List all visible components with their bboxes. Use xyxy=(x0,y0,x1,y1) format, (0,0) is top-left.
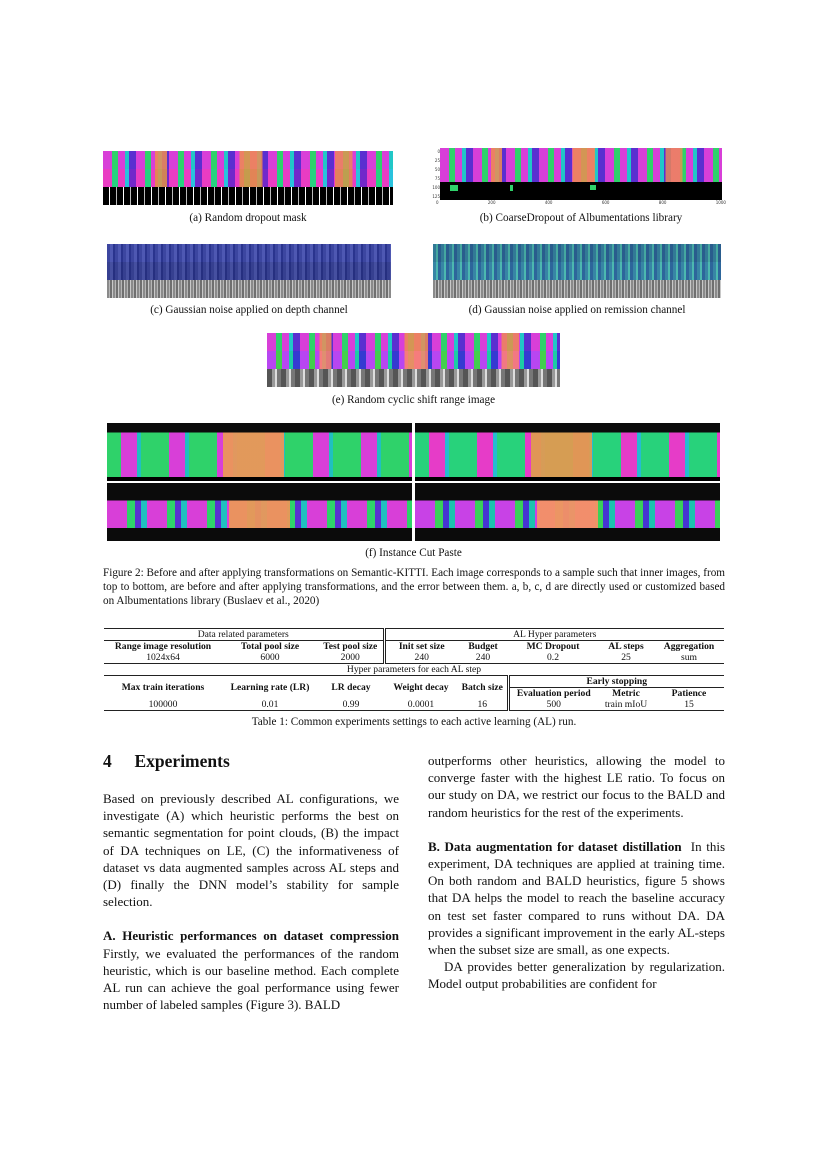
th-budget: Budget xyxy=(468,641,498,652)
th-max-iter: Max train iterations xyxy=(121,682,205,693)
caption-d: (d) Gaussian noise applied on remission channel xyxy=(468,304,686,316)
th-early-stopping: Early stopping xyxy=(508,676,724,688)
figure-image-f xyxy=(107,423,720,541)
figure-image-d xyxy=(433,244,721,298)
th-range-res: Range image resolution xyxy=(114,641,212,652)
td-lr: 0.01 xyxy=(261,699,279,710)
subsection-a-text: Firstly, we evaluated the performances of the random heuristic, which is our baseline method. Each complete AL run can achieve the goal performance using fewer number of labeled samples (Figure 3). BALD xyxy=(103,945,399,1013)
subsection-b-title: B. Data augmentation for dataset distillation xyxy=(428,838,682,854)
th-lr: Learning rate (LR) xyxy=(230,682,310,693)
th-weight-decay: Weight decay xyxy=(393,682,449,693)
td-budget: 240 xyxy=(475,652,491,663)
td-al-steps: 25 xyxy=(621,652,631,663)
th-mc-dropout: MC Dropout xyxy=(526,641,580,652)
td-aggregation: sum xyxy=(681,652,697,663)
td-eval-period: 500 xyxy=(508,699,598,711)
section-title: Experiments xyxy=(134,751,230,771)
td-patience: 15 xyxy=(684,699,694,710)
td-range-res: 1024x64 xyxy=(146,652,180,663)
th-lr-decay: LR decay xyxy=(331,682,371,693)
figure-caption: Figure 2: Before and after applying transformations on Semantic-KITTI. Each image corresponds to a sample such that inner images, from top to bottom, are before and after applying transformations, and the error between them. a, b, c, d are directly used or customized based on Albumentations library (Buslaev et al., 2020) xyxy=(103,567,725,608)
subsection-a-title: A. Heuristic performances on dataset compression xyxy=(103,928,399,944)
paragraph-regularization: DA provides better generalization by regularization. Model output probabilities are confident for xyxy=(428,959,725,992)
th-aggregation: Aggregation xyxy=(663,641,715,652)
intro-paragraph: Based on previously described AL configurations, we investigate (A) which heuristic performs the best on semantic segmentation for point clouds, (B) the impact of DA techniques on LE, (C) the informativeness of dataset vs data augmented samples across AL steps and (D) finally the DNN model’s stability for sample selection. xyxy=(103,791,399,910)
th-al-steps: AL steps xyxy=(608,641,644,652)
table-caption: Table 1: Common experiments settings to each active learning (AL) run. xyxy=(251,716,577,728)
params-table xyxy=(104,628,724,711)
th-eval-period: Evaluation period xyxy=(508,688,598,700)
th-metric: Metric xyxy=(612,688,640,699)
continued-paragraph: outperforms other heuristics, allowing the model to converge faster with the highest LE ratio. To focus on our study on DA, we restrict our focus to the BALD and random heuristics for the rest of the experiments. xyxy=(428,753,725,820)
caption-c: (c) Gaussian noise applied on depth channel xyxy=(150,304,348,316)
left-column xyxy=(103,790,399,1013)
td-batch-size: 16 xyxy=(458,699,508,711)
th-patience: Patience xyxy=(671,688,707,699)
td-mc-dropout: 0.2 xyxy=(547,652,559,663)
axis-b-y: 0 25 50 75 100 125 xyxy=(432,149,440,199)
group-hyper: Hyper parameters for each AL step xyxy=(346,664,482,675)
figure-image-a xyxy=(103,151,393,205)
section-number: 4 xyxy=(103,751,112,771)
group-al: AL Hyper parameters xyxy=(384,629,724,641)
section-heading xyxy=(103,751,230,772)
caption-b: (b) CoarseDropout of Albumentations library xyxy=(479,212,683,224)
group-data: Data related parameters xyxy=(104,629,384,641)
th-init-set: Init set size xyxy=(384,641,458,653)
caption-e: (e) Random cyclic shift range image xyxy=(331,394,496,406)
td-test-pool: 2000 xyxy=(318,652,384,664)
caption-a: (a) Random dropout mask xyxy=(189,212,307,224)
td-weight-decay: 0.0001 xyxy=(407,699,435,710)
td-metric: train mIoU xyxy=(604,699,648,710)
figure-image-b xyxy=(440,148,722,200)
th-batch-size: Batch size xyxy=(458,676,508,700)
td-lr-decay: 0.99 xyxy=(342,699,360,710)
td-init-set: 240 xyxy=(384,652,458,664)
figure-image-c xyxy=(107,244,391,298)
right-column xyxy=(428,752,725,993)
th-total-pool: Total pool size xyxy=(240,641,300,652)
axis-b-x: 0 200 400 600 800 1000 xyxy=(436,200,726,205)
caption-f: (f) Instance Cut Paste xyxy=(365,547,462,559)
td-max-iter: 100000 xyxy=(148,699,178,710)
subsection-b-text: In this experiment, DA techniques are applied at training time. On both random and BALD heuristics, figure 5 shows that DA helps the model to reach the baseline accuracy on test set faster compared to runs without DA. DA provides a significant improvement in the early AL-steps when the subset size are small, as one expects. xyxy=(428,838,726,958)
td-total-pool: 6000 xyxy=(260,652,280,663)
figure-image-e xyxy=(267,333,560,387)
th-test-pool: Test pool size xyxy=(318,641,384,653)
